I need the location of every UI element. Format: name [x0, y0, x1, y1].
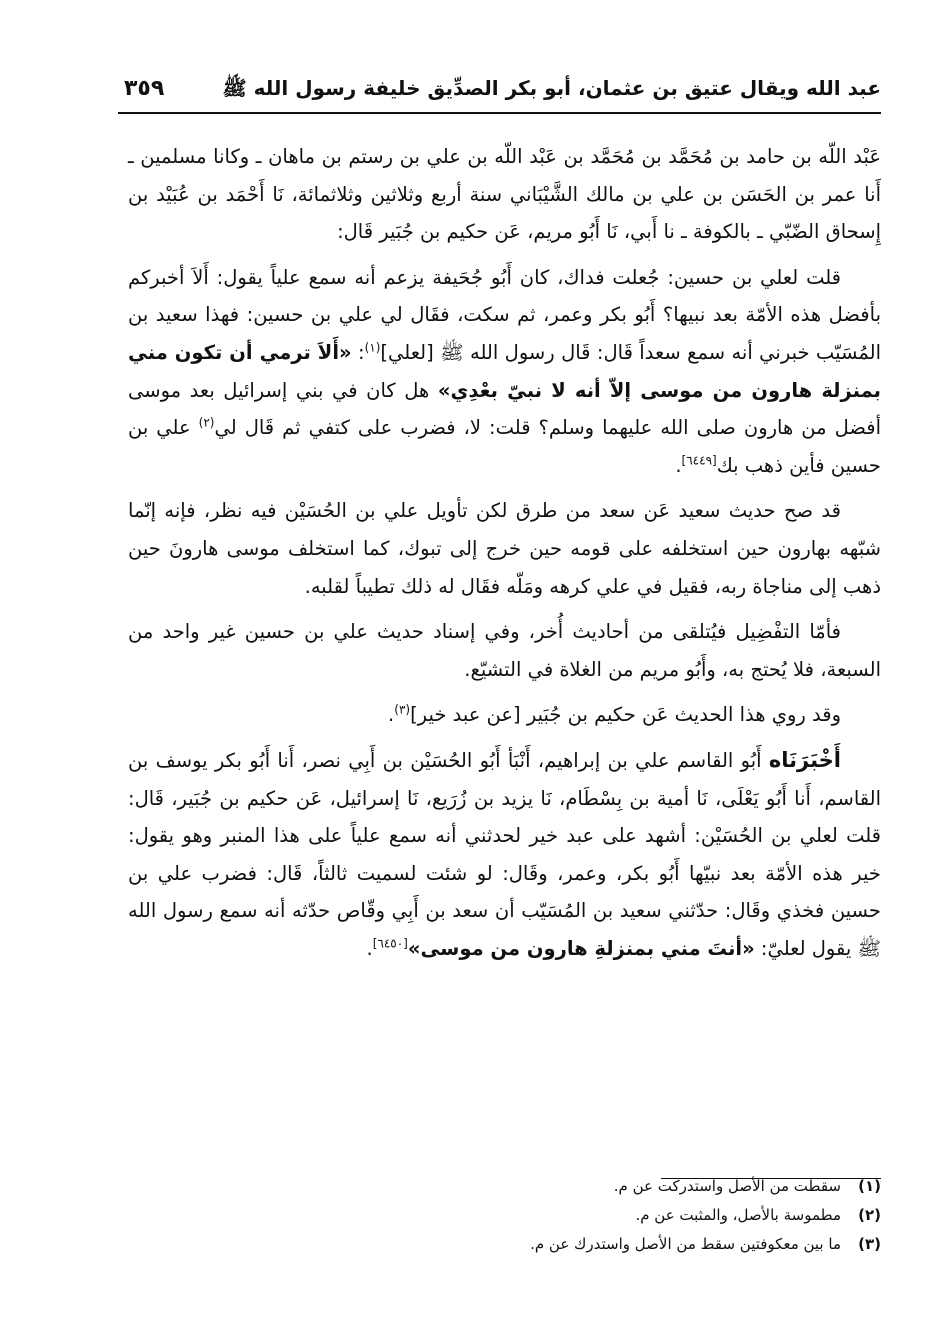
hadith-number: [٦٤٤٩] [681, 453, 717, 468]
main-text [128, 138, 881, 975]
paragraph-text: وقد روي هذا الحديث عَن حكيم بن جُبَير [عن عبد خير] [410, 703, 841, 727]
paragraph-hadith [128, 259, 881, 485]
paragraph-text: عَبْد اللّه بن حامد بن مُحَمَّد بن مُحَمَّد بن عَبْد اللّه بن علي بن رستم بن ماهان ـ وكانا مسلمين ـ أَنا عمر بن الحَسَن بن علي بن مالك الشَّيْبَاني سنة أربع وثلاثين وثلاثمائة، نَا أَحْمَد بن عُبَيْد بن إِسحاق الضّبّي ـ بالكوفة ـ نا أَبي، نَا أَبُو مريم، عَن حكيم بن جُبَير قَال: [128, 145, 881, 244]
footnote [300, 1172, 881, 1201]
paragraph-text: أَبُو القاسم علي بن إبراهيم، أَنْبَأ أَبُو الحُسَيْن بن أَبِي نصر، أَنا أَبُو بكر يوسف بن القاسم، أَنا أَبُو يَعْلَى، نَا أمية بن بِسْطَام، نَا يزيد بن زُرَيع، نَا إسرائيل، عَن حكيم بن جُبَير، قَال: قلت لعلي بن الحُسَيْن: أشهد على عبد خير لحدثني أنه سمع علياً على هذا المنبر وهو يقول: خير هذه الأمّة بعد نبيّها أَبُو بكر، وعمر، وقَال: لو شئت لسميت ثالثاً، قَال: فضرب علي بن حسين فخذي وقَال: حدّثني سعيد بن المُسَيّب أن سعد بن أَبِي وقّاص حدّثه أنه سمع رسول الله ﷺ يقول لعليّ: [128, 748, 881, 960]
running-title: عبد الله ويقال عتيق بن عثمان، أبو بكر الصدِّيق خليفة رسول الله ﷺ [222, 76, 881, 100]
hadith-number: [٦٤٥٠] [372, 936, 408, 951]
footnote-text: مطموسة بالأصل، والمثبت عن م. [635, 1206, 841, 1224]
footnote [300, 1201, 881, 1230]
paragraph-text: . [366, 936, 373, 960]
footnotes [300, 1172, 881, 1259]
footnote-number: (١) [858, 1177, 881, 1195]
footnote [300, 1230, 881, 1259]
paragraph-commentary-2 [128, 613, 881, 688]
paragraph-text: : [351, 340, 365, 364]
hadith-quote: «أنتَ مني بمنزلةِ هارون من موسى» [407, 936, 755, 960]
paragraph-text: . [388, 703, 395, 727]
paragraph-variant [128, 696, 881, 734]
footnote-text: سقطت من الأصل واستدركت عن م. [613, 1177, 841, 1195]
footnote-number: (٢) [858, 1206, 881, 1224]
footnote-number: (٣) [858, 1235, 881, 1253]
paragraph-text: علي بن حسين فأين ذهب بك [128, 416, 881, 477]
paragraph-text: هل كان في بني إسرائيل بعد موسى أفضل من هارون صلى الله عليهما وسلم؟ قلت: لا، فضرب على كتفي ثم قَال لي [128, 378, 881, 440]
page-header [118, 72, 881, 114]
narration-keyword: أَخْبَرَنَاه [768, 747, 841, 772]
paragraph-commentary [128, 492, 881, 605]
footnote-ref: (٢) [198, 415, 215, 430]
hadith-quote: «أَلاَ ترمي أن تكون مني بمنزلة هارون من موسى إلاّ أنه لا نبيّ بعْدِي» [128, 340, 881, 402]
paragraph-text: قد صح حديث سعيد عَن سعد من طرق لكن تأويل علي بن الحُسَيْن فيه نظر، فإنه إنّما شبّهه بهارون حين استخلفه على قومه حين خرج إلى تبوك، كما استخلف موسى هارونَ حين ذهب إلى مناجاة ربه، فقيل في علي كرهه ومَلّه فقَال له ذلك تطيباً لقلبه. [128, 499, 881, 598]
footnote-ref: (١) [364, 340, 381, 355]
paragraph-text: فأمّا التفْضِيل فيُتلقى من أحاديث أُخر، وفي إسناد حديث علي بن حسين غير واحد من السبعة، فلا يُحتج به، وأَبُو مريم من الغلاة في التشيّع. [128, 620, 881, 681]
footnote-ref: (٣) [394, 702, 411, 717]
paragraph-text: . [675, 453, 682, 477]
paragraph-text: قلت لعلي بن حسين: جُعلت فداك، كان أَبُو جُحَيفة يزعم أنه سمع علياً يقول: أَلاَ أخبركم بأفضل هذه الأمّة بعد نبيها؟ أَبُو بكر وعمر، ثم سكت، فقَال لي علي بن حسين: فهذا سعيد بن المُسَيّب خبرني أنه سمع سعداً قَال: قَال رسول الله ﷺ [لعلي] [128, 265, 881, 364]
footnote-text: ما بين معكوفتين سقط من الأصل واستدرك عن م. [530, 1235, 841, 1253]
paragraph-isnad [128, 138, 881, 251]
paragraph-second-hadith [128, 742, 881, 968]
page-number: ٣٥٩ [124, 76, 165, 101]
